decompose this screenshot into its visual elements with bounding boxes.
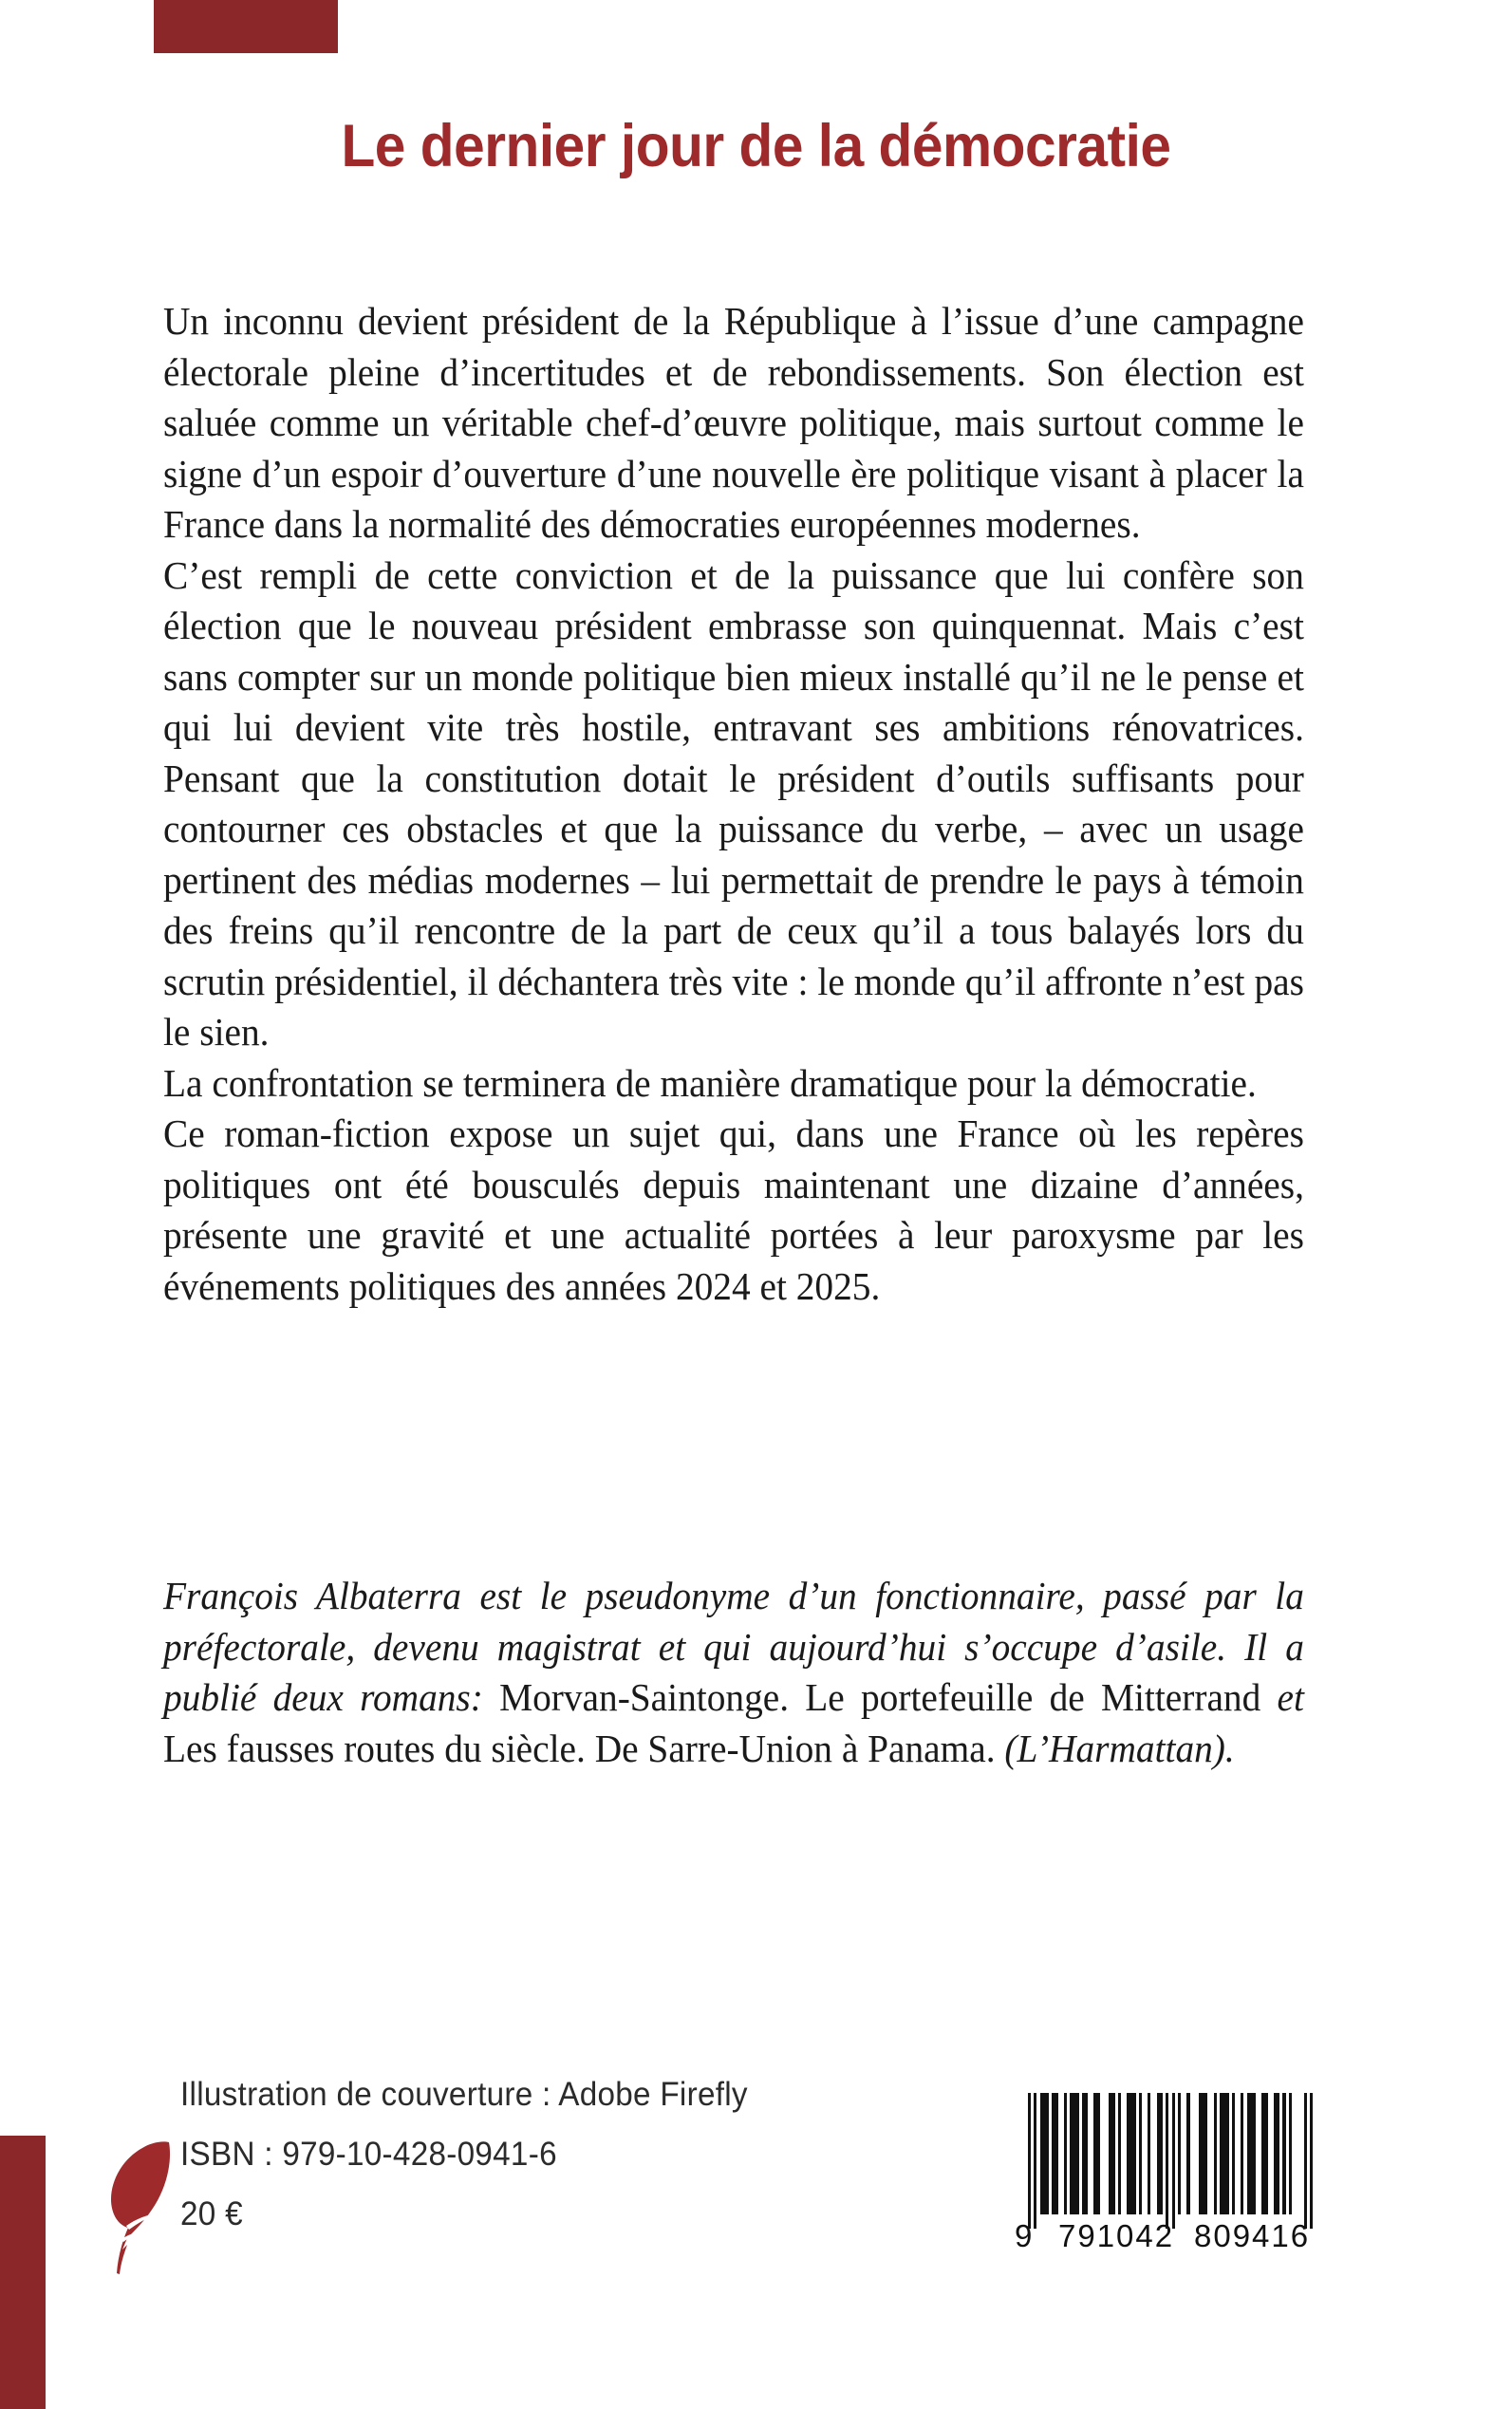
barcode-bar: [1304, 2093, 1307, 2229]
barcode-bar: [1214, 2093, 1217, 2214]
barcode-bar: [1118, 2093, 1121, 2214]
author-bio: [163, 1571, 1304, 1774]
blurb-paragraph: Ce roman-fiction expose un sujet qui, dans une France où les repères politiques ont été bousculés depuis maintenant une dizaine d’années, présente une gravité et une actualité portées à leur paroxysme par les événements politiques des années 2024 et 2025.: [163, 1111, 1304, 1308]
barcode-bar: [1199, 2093, 1207, 2214]
barcode-bar: [1109, 2093, 1114, 2214]
barcode-bar: [1247, 2093, 1256, 2214]
ean13-barcode: [1015, 2093, 1322, 2269]
feather-quill-icon: [103, 2138, 178, 2278]
barcode-bar: [1166, 2093, 1168, 2229]
barcode-bar: [1127, 2093, 1135, 2214]
barcode-bar: [1148, 2093, 1150, 2214]
footer-credits: [180, 2064, 748, 2244]
barcode-lead-digit: 9: [1015, 2218, 1035, 2253]
barcode-bar: [1157, 2093, 1163, 2214]
barcode-bar: [1186, 2093, 1189, 2214]
bio-publisher: (L’Harmattan).: [1004, 1726, 1235, 1770]
isbn-line: ISBN : 979-10-428-0941-6: [180, 2136, 557, 2173]
top-red-block: [154, 0, 338, 53]
barcode-bar: [1028, 2093, 1031, 2229]
bio-conjunction: et: [1277, 1675, 1304, 1719]
barcode-bars: [1018, 2093, 1322, 2226]
barcode-right-group: 809416: [1194, 2218, 1311, 2253]
barcode-bar: [1232, 2093, 1235, 2214]
barcode-bar: [1040, 2093, 1049, 2214]
barcode-bar: [1220, 2093, 1228, 2214]
barcode-bar: [1070, 2093, 1078, 2214]
blurb-paragraph: C’est rempli de cette conviction et de la puissance que lui confère son élection que le nouveau président embrasse son quinquennat. Mais c’est sans compter sur un monde politique bien mieux installé qu’il ne le pense et qui lui devient vite très hostile, entravant ses ambitions rénovatrices. Pensant que la constitution dotait le président d’outils suffisants pour contourner ces obstacles et que la puissance du verbe, – avec un usage pertinent des médias modernes – lui permettait de prendre le pays à témoin des freins qu’il rencontre de la part de ceux qu’il a tous balayés lors du scrutin présidentiel, il déchantera très vite : le monde qu’il affronte n’est pas le sien.: [163, 552, 1304, 1054]
barcode-bar: [1093, 2093, 1099, 2214]
cover-illustration-credit: Illustration de couverture : Adobe Firefly: [180, 2076, 748, 2113]
book-title: Le dernier jour de la démocratie: [341, 113, 1171, 179]
barcode-bar: [1052, 2093, 1057, 2214]
barcode-bar: [1172, 2093, 1175, 2229]
barcode-left-group: 791042: [1058, 2218, 1175, 2253]
barcode-bar: [1139, 2093, 1142, 2214]
price-line: 20 €: [180, 2195, 243, 2232]
bio-intro: François Albaterra est le pseudonyme d’un fonctionnaire, passé par la préfectorale, devenu magistrat et qui aujourd’hui s’occupe d’asile. Il a publié deux romans:: [163, 1574, 1304, 1719]
barcode-bar: [1310, 2093, 1313, 2229]
barcode-bar: [1261, 2093, 1267, 2214]
bio-book-title-1: Morvan-Saintonge. Le portefeuille de Mitterrand: [499, 1675, 1278, 1719]
barcode-digits: [1015, 2218, 1322, 2256]
barcode-bar: [1064, 2093, 1067, 2214]
barcode-bar: [1282, 2093, 1285, 2214]
barcode-bar: [1241, 2093, 1243, 2214]
barcode-bar: [1178, 2093, 1181, 2214]
barcode-bar: [1289, 2093, 1292, 2214]
bio-book-title-2: Les fausses routes du siècle. De Sarre-Union à Panama.: [163, 1726, 1005, 1770]
blurb-paragraph: Un inconnu devient président de la République à l’issue d’une campagne électorale pleine d’incertitudes et de rebondissements. Son élection est saluée comme un véritable chef-d’œuvre politique, mais surtout comme le signe d’un espoir d’ouverture d’une nouvelle ère politique visant à placer la France dans la normalité des démocraties européennes modernes.: [163, 299, 1304, 546]
blurb-paragraph: La confrontation se terminera de manière dramatique pour la démocratie.: [163, 1060, 1257, 1105]
barcode-bar: [1082, 2093, 1088, 2214]
back-cover-blurb: [163, 296, 1304, 1312]
barcode-bar: [1034, 2093, 1036, 2229]
left-red-bar: [0, 2136, 46, 2409]
barcode-bar: [1274, 2093, 1279, 2214]
author-bio-paragraph: [163, 1571, 1304, 1774]
